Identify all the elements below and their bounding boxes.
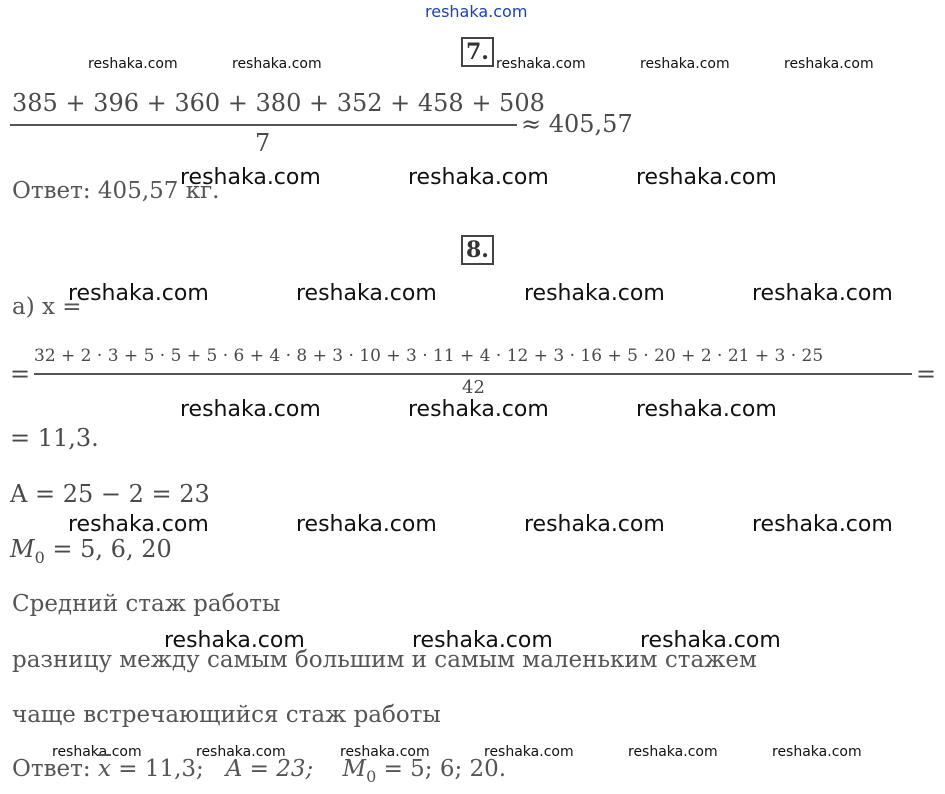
watermark: reshaka.com [340, 744, 430, 760]
answer-mode-value: = 5; 6; 20. [383, 756, 507, 782]
watermark-top: reshaka.com [425, 2, 528, 21]
task7-denominator: 7 [255, 129, 271, 157]
watermark: reshaka.com [88, 56, 178, 72]
watermark: reshaka.com [52, 744, 142, 760]
watermark: reshaka.com [68, 512, 209, 537]
task8-mode [10, 535, 172, 567]
task-number-8: 8. [461, 235, 494, 265]
watermark: reshaka.com [232, 56, 322, 72]
watermark: reshaka.com [640, 628, 781, 653]
watermark: reshaka.com [180, 397, 321, 422]
task7-numerator: 385 + 396 + 360 + 380 + 352 + 458 + 508 [12, 89, 545, 117]
answer-range: A = 23; [225, 756, 314, 782]
watermark: reshaka.com [196, 744, 286, 760]
task8-eq-left: = [10, 360, 31, 388]
task8-denominator: 42 [462, 377, 485, 398]
watermark: reshaka.com [636, 397, 777, 422]
mode-subscript: 0 [34, 548, 45, 567]
task8-text-mode: чаще встречающийся стаж работы [12, 702, 441, 728]
answer-x-value: = 11,3; [118, 756, 204, 782]
task8-numerator: 32 + 2 · 3 + 5 · 5 + 5 · 6 + 4 · 8 + 3 · 10 + 3 · 11 + 4 · 12 + 3 · 16 + 5 · 20 + 2 · 21 + 3 · 25 [34, 346, 824, 366]
watermark: reshaka.com [296, 281, 437, 306]
task8-text-mean: Средний стаж работы [12, 591, 281, 617]
task8-text-range: разницу между самым большим и самым маленьким стажем [12, 647, 757, 673]
watermark: reshaka.com [784, 56, 874, 72]
mode-symbol: M [10, 535, 35, 563]
watermark: reshaka.com [408, 397, 549, 422]
watermark: reshaka.com [408, 165, 549, 190]
task8-fraction-bar [34, 373, 912, 375]
answer-prefix: Ответ: [12, 756, 91, 782]
task8-eq-right: = [916, 360, 937, 388]
watermark: reshaka.com [772, 744, 862, 760]
task7-result: ≈ 405,57 [521, 110, 633, 138]
watermark: reshaka.com [752, 281, 893, 306]
answer-mode-subscript: 0 [366, 767, 377, 786]
answer-mode-symbol: M [342, 756, 367, 782]
task8-mean-result: = 11,3. [10, 424, 99, 452]
watermark: reshaka.com [524, 512, 665, 537]
watermark: reshaka.com [164, 628, 305, 653]
task7-fraction-bar [10, 124, 517, 126]
watermark: reshaka.com [496, 56, 586, 72]
watermark: reshaka.com [628, 744, 718, 760]
task8-range: A = 25 − 2 = 23 [10, 480, 210, 508]
watermark: reshaka.com [636, 165, 777, 190]
mode-value: = 5, 6, 20 [52, 535, 172, 563]
task7-answer: Ответ: 405,57 кг. [12, 178, 220, 204]
watermark: reshaka.com [68, 281, 209, 306]
watermark: reshaka.com [640, 56, 730, 72]
watermark: reshaka.com [296, 512, 437, 537]
answer-x-symbol: $\overline{x}$ [97, 756, 111, 782]
watermark: reshaka.com [752, 512, 893, 537]
watermark: reshaka.com [412, 628, 553, 653]
watermark: reshaka.com [180, 165, 321, 190]
watermark: reshaka.com [524, 281, 665, 306]
task8-answer [12, 756, 507, 786]
watermark: reshaka.com [484, 744, 574, 760]
task-number-7: 7. [461, 37, 494, 67]
task8-part-a: а) x = [12, 294, 82, 320]
